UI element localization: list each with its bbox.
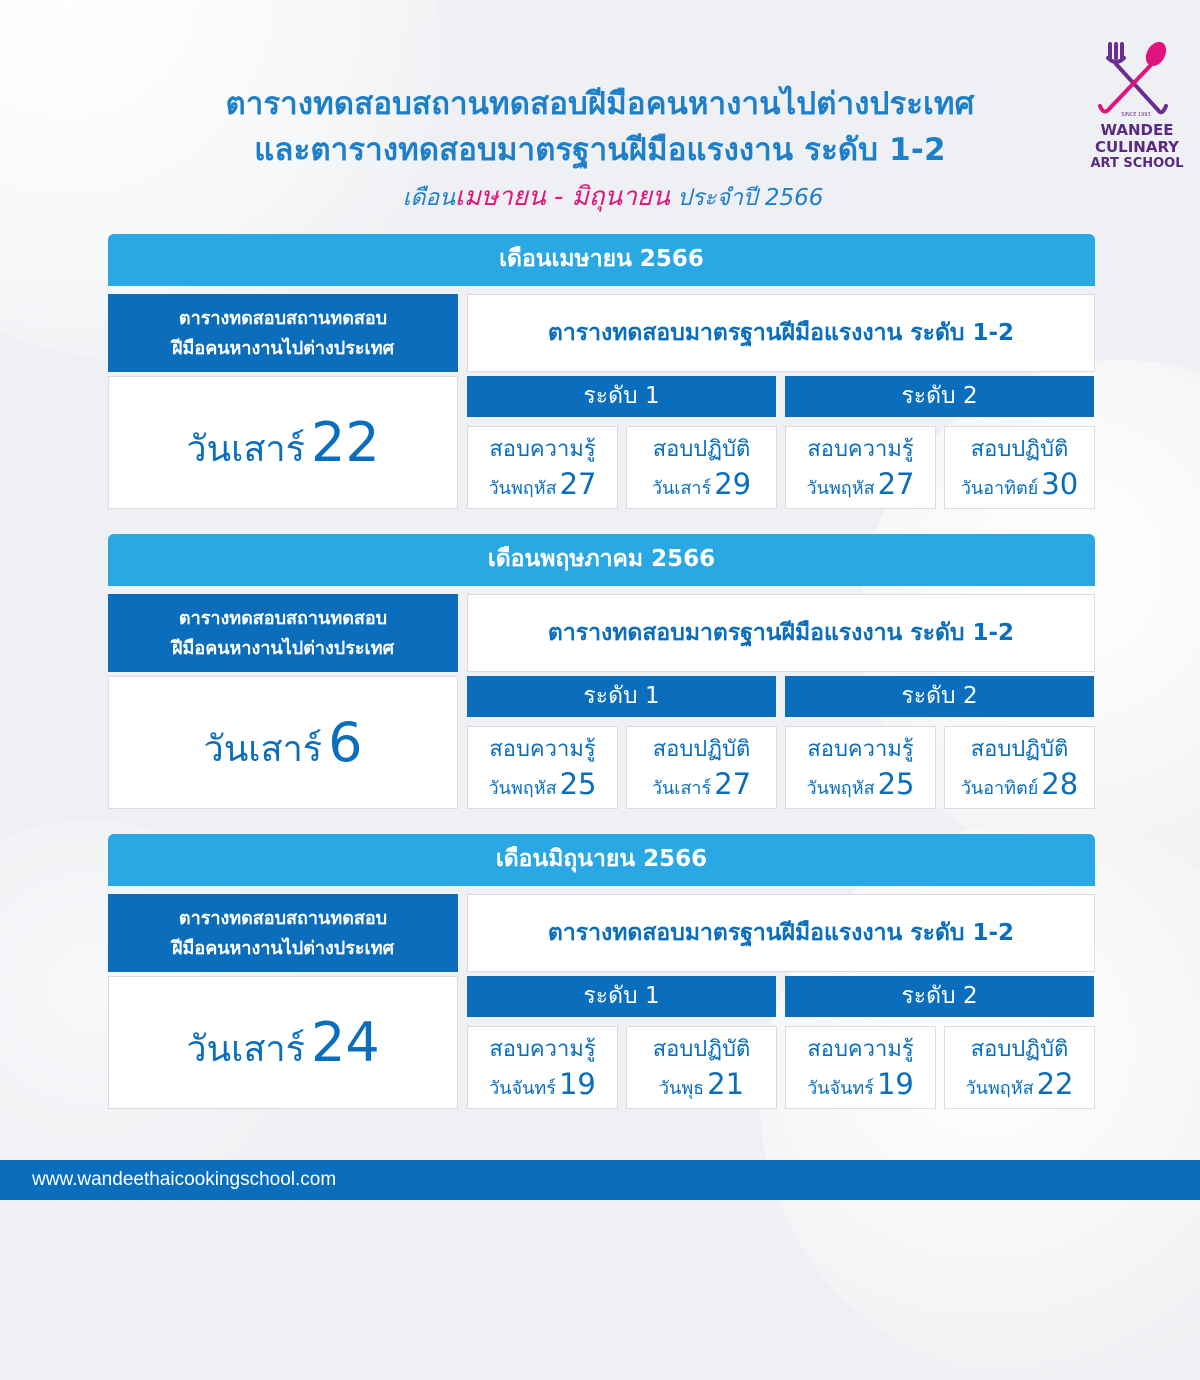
exam-cell [467, 726, 618, 809]
overseas-test-day: วันเสาร์ [203, 729, 323, 770]
exam-type: สอบปฏิบัติ [970, 437, 1069, 462]
overseas-test-num: 24 [310, 1011, 380, 1074]
exam-day: วันพฤหัส [965, 1078, 1034, 1099]
level-2-header: ระดับ 2 [785, 376, 1094, 417]
exam-cell [785, 426, 936, 509]
level-2-header: ระดับ 2 [785, 976, 1094, 1017]
exam-day: วันอาทิตย์ [960, 778, 1039, 799]
exam-cell [467, 426, 618, 509]
exam-type: สอบความรู้ [489, 437, 596, 462]
logo-line2: CULINARY [1094, 138, 1180, 156]
exam-day: วันพฤหัส [488, 478, 557, 499]
schedule-section-june [108, 834, 1095, 1109]
exam-date: 28 [1041, 767, 1079, 801]
exam-type: สอบปฏิบัติ [652, 437, 751, 462]
subtitle-suffix: ประจำปี 2566 [677, 185, 824, 211]
level-1-header: ระดับ 1 [467, 676, 776, 717]
overseas-test-header [108, 894, 458, 972]
exam-date: 27 [877, 467, 915, 501]
overseas-test-header-line2: ฝีมือคนหางานไปต่างประเทศ [171, 638, 394, 659]
overseas-test-header [108, 294, 458, 372]
overseas-test-num: 22 [310, 411, 380, 474]
exam-date: 30 [1041, 467, 1079, 501]
exam-date: 27 [559, 467, 597, 501]
exam-cell [785, 726, 936, 809]
page-title-line1: ตารางทดสอบสถานทดสอบฝีมือคนหางานไปต่างประเทศ [225, 86, 975, 122]
exam-day: วันอาทิตย์ [960, 478, 1039, 499]
logo-wordmark [1082, 122, 1192, 171]
exam-cell [944, 726, 1095, 809]
overseas-test-date [108, 676, 458, 809]
schedule-section-may [108, 534, 1095, 809]
exam-date: 21 [707, 1067, 745, 1101]
school-logo [1090, 40, 1184, 171]
overseas-test-header-line2: ฝีมือคนหางานไปต่างประเทศ [171, 338, 394, 359]
exam-type: สอบความรู้ [807, 737, 914, 762]
exam-date: 19 [876, 1067, 914, 1101]
exam-type: สอบปฏิบัติ [970, 737, 1069, 762]
exam-type: สอบความรู้ [807, 1037, 914, 1062]
footer-bar [0, 1160, 1200, 1200]
exam-type: สอบความรู้ [489, 737, 596, 762]
page-title-line2: และตารางทดสอบมาตรฐานฝีมือแรงงาน ระดับ 1-2 [254, 132, 946, 168]
exam-day: วันพฤหัส [806, 478, 875, 499]
logo-line1: WANDEE [1100, 121, 1174, 139]
exam-type: สอบปฏิบัติ [652, 1037, 751, 1062]
exam-date: 19 [558, 1067, 596, 1101]
level-1-header: ระดับ 1 [467, 976, 776, 1017]
overseas-test-day: วันเสาร์ [186, 429, 305, 470]
exam-day: วันเสาร์ [651, 478, 712, 499]
level-1-header: ระดับ 1 [467, 376, 776, 417]
exam-date: 27 [714, 767, 752, 801]
exam-date: 25 [877, 767, 915, 801]
overseas-test-header-line1: ตารางทดสอบสถานทดสอบ [178, 308, 388, 329]
subtitle-prefix: เดือน [402, 185, 455, 211]
exam-cell [626, 426, 777, 509]
overseas-test-date [108, 376, 458, 509]
exam-cell [467, 1026, 618, 1109]
exam-cell [785, 1026, 936, 1109]
logo-line3: ART SCHOOL [1090, 156, 1184, 171]
skill-standard-header: ตารางทดสอบมาตรฐานฝีมือแรงงาน ระดับ 1-2 [467, 594, 1095, 672]
page-subtitle [0, 176, 1200, 217]
website-link[interactable]: www.wandeethaicookingschool.com [32, 1169, 337, 1190]
exam-date: 25 [559, 767, 597, 801]
logo-since: SINCE 1993 [1121, 112, 1151, 118]
exam-type: สอบความรู้ [489, 1037, 596, 1062]
exam-day: วันพุธ [658, 1078, 705, 1099]
month-header: เดือนพฤษภาคม 2566 [108, 534, 1095, 586]
schedule-section-april [108, 234, 1095, 509]
overseas-test-header [108, 594, 458, 672]
fork-spoon-crossed-icon [1096, 40, 1176, 120]
exam-day: วันจันทร์ [807, 1078, 874, 1099]
exam-cell [944, 1026, 1095, 1109]
overseas-test-num: 6 [328, 711, 363, 774]
exam-cell [944, 426, 1095, 509]
exam-day: วันพฤหัส [806, 778, 875, 799]
exam-type: สอบปฏิบัติ [652, 737, 751, 762]
skill-standard-header: ตารางทดสอบมาตรฐานฝีมือแรงงาน ระดับ 1-2 [467, 894, 1095, 972]
exam-day: วันพฤหัส [488, 778, 557, 799]
overseas-test-date [108, 976, 458, 1109]
exam-date: 22 [1036, 1067, 1074, 1101]
exam-date: 29 [714, 467, 752, 501]
exam-type: สอบความรู้ [807, 437, 914, 462]
exam-cell [626, 726, 777, 809]
skill-standard-header: ตารางทดสอบมาตรฐานฝีมือแรงงาน ระดับ 1-2 [467, 294, 1095, 372]
exam-cell [626, 1026, 777, 1109]
overseas-test-header-line2: ฝีมือคนหางานไปต่างประเทศ [171, 938, 394, 959]
level-2-header: ระดับ 2 [785, 676, 1094, 717]
exam-day: วันจันทร์ [489, 1078, 556, 1099]
overseas-test-header-line1: ตารางทดสอบสถานทดสอบ [178, 608, 388, 629]
overseas-test-header-line1: ตารางทดสอบสถานทดสอบ [178, 908, 388, 929]
exam-type: สอบปฏิบัติ [970, 1037, 1069, 1062]
exam-day: วันเสาร์ [651, 778, 712, 799]
month-header: เดือนมิถุนายน 2566 [108, 834, 1095, 886]
overseas-test-day: วันเสาร์ [186, 1029, 305, 1070]
month-header: เดือนเมษายน 2566 [108, 234, 1095, 286]
subtitle-months: เมษายน - มิถุนายน [454, 182, 670, 212]
